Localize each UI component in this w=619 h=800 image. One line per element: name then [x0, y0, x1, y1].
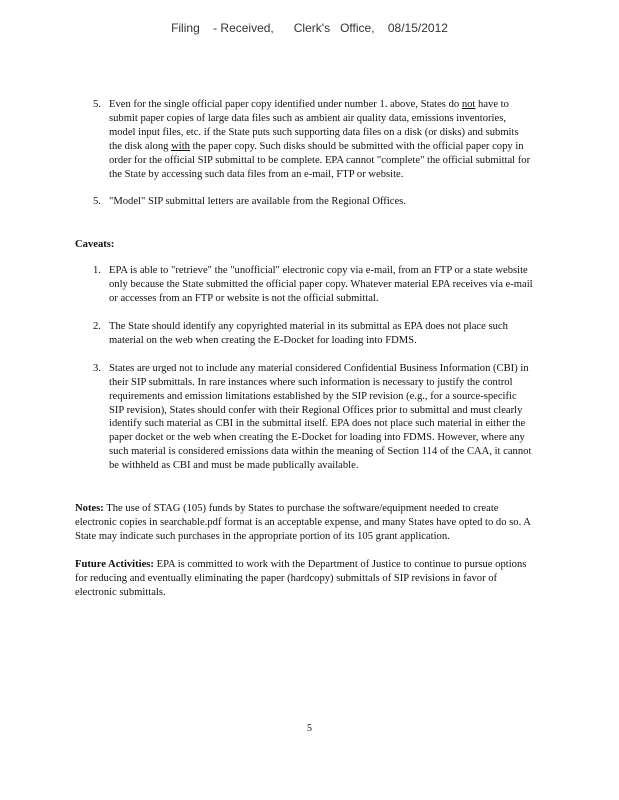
future-activities-label: Future Activities:	[75, 558, 154, 570]
underlined-word: not	[461, 99, 476, 110]
item-text: EPA is able to "retrieve" the "unofficial" electronic copy via e-mail, from an FTP or a state website only because the State submitted the official paper copy. Whatever material EPA receives via e-mail or accesses from an FTP or website is not the official submittal.	[109, 265, 533, 305]
item-number: 5.	[93, 196, 101, 208]
caveat-item	[75, 320, 533, 348]
item-text: States are urged not to include any material considered Confidential Business Information (CBI) in their SIP submittals. In rare instances where such information is necessary to justify the control requirements and emission limitations established by the SIP revision (e.g., for a source-specific SIP revision), States should confer with their Regional Offices prior to submittal and must clearly identify such material as CBI in the submittal itself. EPA does not place such material in either the paper docket or the web when creating the E-Docket for loading into FDMS. However, where any such material is considered emissions data within the meaning of Section 114 of the CAA, it cannot be withheld as CBI and must be made publically available.	[109, 362, 532, 472]
notes-paragraph	[75, 502, 533, 544]
item-text: Even for the single official paper copy identified under number 1. above, States do not have to submit paper copies of large data files such as ambient air quality data, emissions inventories, model input files, etc. if the State puts such supporting data files on a disk (or disks) and submits the disk along with the paper copy. Such disks should be submitted with the official paper copy in order for the official SIP submittal to be complete. EPA cannot "complete" the official submittal for the State by accessing such data files from an e-mail, FTP or website.	[109, 99, 531, 180]
item-number: 2.	[93, 320, 101, 332]
notes-text: The use of STAG (105) funds by States to purchase the software/equipment needed to create electronic copies in searchable.pdf format is an acceptable expense, and many States have opted to do so. A State may indicate such purchases in the appropriate portion of its 105 grant application.	[75, 503, 531, 542]
list-item	[75, 98, 533, 181]
item-text: The State should identify any copyrighted material in its submittal as EPA does not place such material on the web when creating the E-Docket for loading into FDMS.	[109, 320, 508, 346]
filing-stamp: Filing - Received, Clerk's Office, 08/15/2012	[171, 21, 448, 35]
page-number: 5	[307, 723, 312, 734]
item-number: 5.	[93, 99, 101, 110]
document-body	[75, 98, 533, 599]
list-item	[75, 195, 533, 209]
future-activities-paragraph	[75, 558, 533, 600]
caveat-item	[75, 264, 533, 306]
underlined-word: with	[171, 140, 190, 152]
caveats-heading: Caveats:	[75, 239, 115, 251]
item-text: "Model" SIP submittal letters are available from the Regional Offices.	[109, 196, 406, 208]
item-number: 3.	[93, 362, 101, 374]
notes-label: Notes:	[75, 503, 104, 515]
caveat-item	[75, 362, 533, 473]
item-number: 1.	[93, 265, 101, 277]
future-activities-text: EPA is committed to work with the Department of Justice to continue to pursue options for reducing and eventually eliminating the paper (hardcopy) submittals of SIP revisions in favor of electronic submittals.	[75, 558, 527, 598]
